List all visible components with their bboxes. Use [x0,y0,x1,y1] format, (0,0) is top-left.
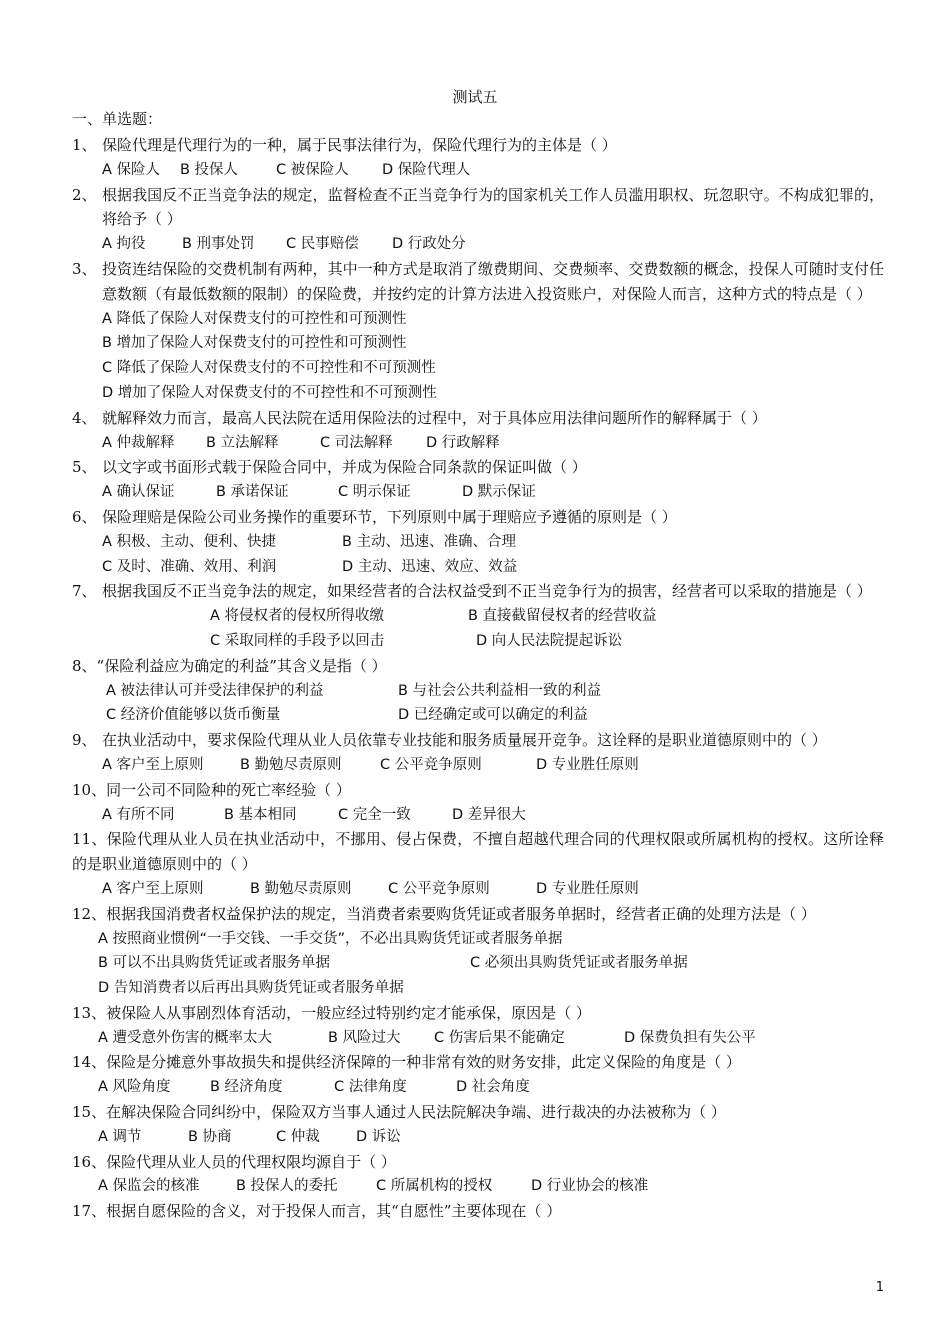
option: A 将侵权者的侵权所得收缴 [210,608,385,625]
option-row [72,703,884,728]
option-row [72,927,884,952]
option: A 客户至上原则 [102,756,204,773]
option: A 调节 [98,1128,142,1145]
option: A 拘役 [102,236,146,253]
question-stem: 保险代理从业人员在执业活动中，不挪用、侵占保费，不擅自超越代理合同的代理权限或所属机构的授权。这所诠释的是职业道德原则中的（ ） [72,830,884,874]
question [72,902,884,927]
question-number: 10、 [72,780,107,799]
option-row [72,629,884,654]
option: A 确认保证 [102,484,175,501]
option: C 公平竞争原则 [388,880,490,897]
option: D 诉讼 [356,1128,401,1145]
question-number: 17、 [72,1202,107,1221]
option: A 遭受意外伤害的概率太大 [98,1029,273,1046]
option: B 可以不出具购货凭证或者服务单据 [98,955,331,972]
option-row [72,753,884,778]
option: D 向人民法院提起诉讼 [476,632,623,649]
option-row [72,1125,884,1150]
option: D 保费负担有失公平 [624,1029,756,1046]
question-number: 13、 [72,1003,107,1022]
question [72,728,884,753]
question-stem: 同一公司不同险种的死亡率经验（ ） [106,780,351,799]
option: C 民事赔偿 [286,236,359,253]
option: B 刑事处罚 [182,236,255,253]
question-number: 2、 [72,185,97,204]
question-stem: 根据我国反不正当竞争法的规定，如果经营者的合法权益受到不正当竞争行为的损害，经营者可以采取的措施是（ ） [102,582,872,601]
question [72,1100,884,1125]
option: C 法律角度 [334,1079,407,1096]
option: D 专业胜任原则 [536,756,639,773]
option-row [72,1174,884,1199]
question [72,505,884,530]
option: C 明示保证 [338,484,411,501]
option: B 投保人 [180,161,239,178]
option-row [72,604,884,629]
question-stem: “保险利益应为确定的利益”其含义是指（ ） [96,656,387,675]
option: B 勤勉尽责原则 [250,880,352,897]
option: C 完全一致 [338,806,411,823]
option: C 司法解释 [320,434,393,451]
option-row [72,951,884,976]
question-number: 14、 [72,1053,107,1072]
option-row [72,1026,884,1051]
option-row [72,158,884,183]
option-row [72,232,884,257]
option: C 及时、准确、效用、利润 [102,558,277,575]
question-stem: 保险是分摊意外事故损失和提供经济保障的一种非常有效的财务安排，此定义保险的角度是（ ） [106,1053,741,1072]
option-row [72,976,884,1001]
option: A 保监会的核准 [98,1178,200,1195]
question [72,1150,884,1175]
option-row [72,1075,884,1100]
option: C 必须出具购货凭证或者服务单据 [470,955,688,972]
option: D 告知消费者以后再出具购货凭证或者服务单据 [98,980,404,997]
option: C 采取同样的手段予以回击 [210,632,385,649]
option-row [72,555,884,580]
question-stem: 根据我国反不正当竞争法的规定，监督检查不正当竞争行为的国家机关工作人员滥用职权、玩忽职守。不构成犯罪的，将给予（ ） [102,185,884,229]
option: A 积极、主动、便利、快捷 [102,533,277,550]
option: D 专业胜任原则 [536,880,639,897]
option: B 基本相同 [224,806,297,823]
option: C 伤害后果不能确定 [434,1029,565,1046]
option: D 保险代理人 [382,161,471,178]
question-stem: 在执业活动中，要求保险代理从业人员依靠专业技能和服务质量展开竞争。这诠释的是职业道德原则中的（ ） [102,731,827,750]
question-number: 6、 [72,507,97,526]
question-number: 16、 [72,1152,107,1171]
question-number: 7、 [72,582,97,601]
option: B 投保人的委托 [236,1178,338,1195]
question [72,579,884,604]
question [72,1199,884,1224]
option-row [72,877,884,902]
option-row [72,803,884,828]
option: A 降低了保险人对保费支付的可控性和可预测性 [102,310,407,327]
option: C 降低了保险人对保费支付的不可控性和不可预测性 [102,360,436,377]
question-stem: 被保险人从事剧烈体育活动，一般应经过特别约定才能承保，原因是（ ） [106,1003,591,1022]
option: B 风险过大 [328,1029,401,1046]
option: A 被法律认可并受法律保护的利益 [106,682,324,699]
question-number: 9、 [72,731,97,750]
question-stem: 保险代理从业人员的代理权限均源自于（ ） [106,1152,396,1171]
option: B 协商 [188,1128,232,1145]
option: C 仲裁 [276,1128,320,1145]
option: A 按照商业惯例“一手交钱、一手交货”，不必出具购货凭证或者服务单据 [98,930,563,947]
question-list [72,133,884,1224]
question-stem: 根据我国消费者权益保护法的规定，当消费者索要购货凭证或者服务单据时，经营者正确的处理方法是（ ） [106,904,816,923]
question-stem: 保险理赔是保险公司业务操作的重要环节，下列原则中属于理赔应予遵循的原则是（ ） [102,507,677,526]
question [72,455,884,480]
option: B 增加了保险人对保费支付的可控性和可预测性 [102,335,407,352]
option: D 增加了保险人对保费支付的不可控性和不可预测性 [102,384,437,401]
question-stem: 根据自愿保险的含义，对于投保人而言，其“自愿性”主要体现在（ ） [106,1202,562,1221]
question [72,133,884,158]
option: A 客户至上原则 [102,880,204,897]
option-row [72,431,884,456]
question [72,654,884,679]
option: B 经济角度 [210,1079,283,1096]
option: D 差异很大 [452,806,526,823]
option: A 有所不同 [102,806,175,823]
option: A 保险人 [102,161,161,178]
question-number: 15、 [72,1103,107,1122]
option-row [72,530,884,555]
section-heading: 一、单选题： [72,110,163,128]
option-row [72,480,884,505]
page-number: 1 [875,1280,884,1295]
question-number: 1、 [72,136,97,154]
option: C 公平竞争原则 [380,756,482,773]
option: B 承诺保证 [216,484,289,501]
question [72,1001,884,1026]
option-row [72,356,884,381]
option: B 立法解释 [206,434,279,451]
question-number: 11、 [72,830,107,849]
option: B 与社会公共利益相一致的利益 [398,682,602,699]
option: B 主动、迅速、准确、合理 [342,533,517,550]
option: D 行政解释 [426,434,500,451]
option: B 勤勉尽责原则 [240,756,342,773]
question-stem: 投资连结保险的交费机制有两种，其中一种方式是取消了缴费期间、交费频率、交费数额的概念，投保人可随时支付任意数额（有最低数额的限制）的保险费，并按约定的计算方法进入投资账户，对保险人而言，这种方式的特点是（ ） [102,259,884,303]
option-row [72,307,884,332]
option: D 主动、迅速、效应、效益 [342,558,518,575]
question-number: 4、 [72,408,97,427]
question [72,1050,884,1075]
question-number: 8、 [72,656,97,675]
option-row [72,381,884,406]
option: D 社会角度 [456,1079,530,1096]
option: B 直接截留侵权者的经营收益 [468,608,657,625]
question [72,827,884,877]
question-stem: 就解释效力而言，最高人民法院在适用保险法的过程中，对于具体应用法律问题所作的解释属于（ ） [102,408,767,427]
question-stem: 以文字或书面形式载于保险合同中，并成为保险合同条款的保证叫做（ ） [102,458,587,477]
question [72,406,884,431]
option: D 默示保证 [462,484,536,501]
question [72,183,884,233]
option: C 所属机构的授权 [376,1178,493,1195]
option: C 被保险人 [276,161,349,178]
question-number: 3、 [72,259,97,278]
question [72,257,884,307]
option: A 风险角度 [98,1079,171,1096]
option: D 已经确定或可以确定的利益 [398,707,588,724]
option-row [72,679,884,704]
question-stem: 保险代理是代理行为的一种，属于民事法律行为，保险代理行为的主体是（ ） [102,136,617,154]
question-stem: 在解决保险合同纠纷中，保险双方当事人通过人民法院解决争端、进行裁决的办法被称为（ ） [106,1103,726,1122]
question-number: 5、 [72,458,97,477]
document-title: 测试五 [452,88,498,106]
question-number: 12、 [72,904,107,923]
option: A 仲裁解释 [102,434,175,451]
option: D 行业协会的核准 [531,1178,649,1195]
option: C 经济价值能够以货币衡量 [106,707,281,724]
question [72,778,884,803]
option-row [72,331,884,356]
option: D 行政处分 [392,236,466,253]
